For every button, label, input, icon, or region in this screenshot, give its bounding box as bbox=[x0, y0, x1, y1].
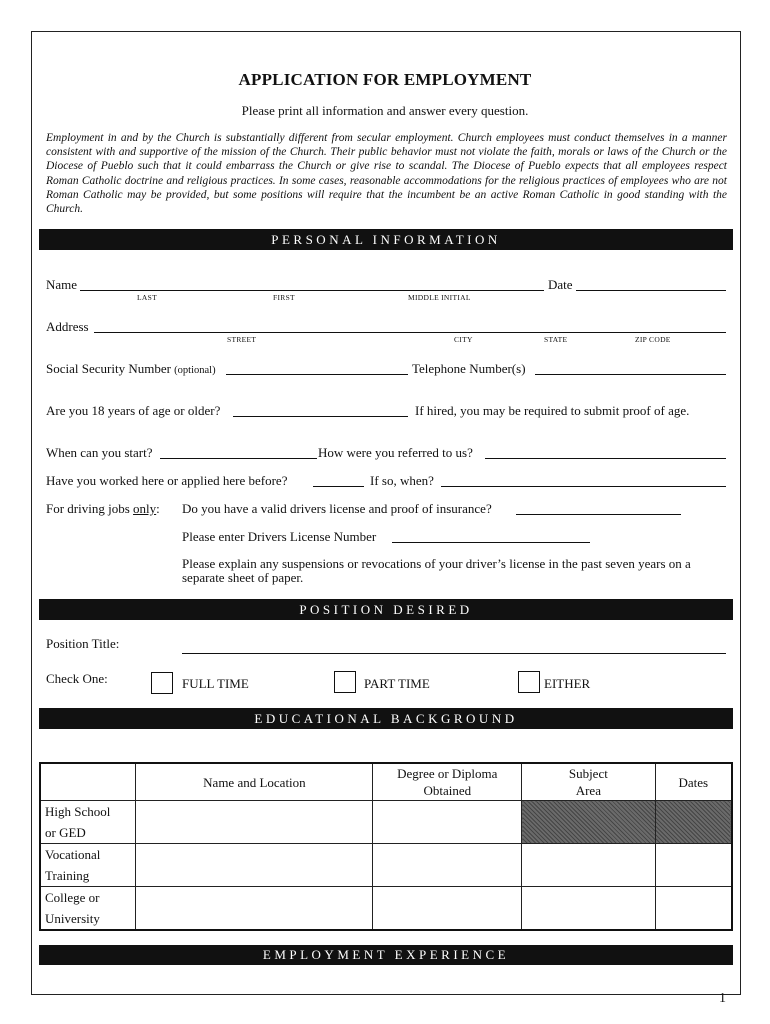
driving-jobs-label bbox=[46, 501, 160, 517]
name-sub-middle: MIDDLE INITIAL bbox=[408, 293, 471, 302]
address-sub-city: CITY bbox=[454, 335, 473, 344]
phone-field[interactable] bbox=[535, 374, 726, 375]
referred-field[interactable] bbox=[485, 458, 726, 459]
college-degree-cell[interactable] bbox=[373, 887, 522, 931]
license-question: Do you have a valid drivers license and proof of insurance? bbox=[182, 501, 492, 516]
section-header-position: POSITION DESIRED bbox=[39, 599, 733, 620]
education-header-blank bbox=[40, 763, 136, 801]
education-header-row bbox=[40, 763, 732, 801]
high-school-subject-cell-shaded bbox=[522, 801, 656, 844]
full-time-checkbox[interactable] bbox=[151, 672, 173, 694]
table-row bbox=[40, 887, 732, 931]
vocational-name-cell[interactable] bbox=[136, 844, 373, 887]
date-field[interactable] bbox=[576, 290, 726, 291]
page-title: APPLICATION FOR EMPLOYMENT bbox=[238, 70, 532, 89]
row-label-high-school: High School or GED bbox=[40, 801, 136, 844]
college-dates-cell[interactable] bbox=[655, 887, 732, 931]
row-label-vocational: Vocational Training bbox=[40, 844, 136, 887]
license-number-label: Please enter Drivers License Number bbox=[182, 529, 377, 544]
education-header-degree: Degree or Diploma Obtained bbox=[373, 763, 522, 801]
license-field[interactable] bbox=[516, 514, 681, 515]
intro-paragraph: Employment in and by the Church is substantially different from secular employment. Church employees must conduct themselves in a manner consistent with and supportive of the mission of the Church. Their public behavior must not violate the faith, morals or laws of the Church or the Diocese of Pueblo such that it could embarrass the Church or give rise to scandal. The Diocese of Pueblo expects that all employees respect Roman Catholic doctrine and religious practices. In some cases, reasonable accommodations for the religious practices of employees who are not Roman Catholic may be provided, but some positions will require that the incumbent be an active Roman Catholic in good standing with the Church. bbox=[46, 132, 727, 216]
high-school-dates-cell-shaded bbox=[655, 801, 732, 844]
referred-label: How were you referred to us? bbox=[318, 445, 473, 460]
position-title-label: Position Title: bbox=[46, 636, 120, 651]
part-time-checkbox[interactable] bbox=[334, 671, 356, 693]
vocational-dates-cell[interactable] bbox=[655, 844, 732, 887]
name-sub-last: LAST bbox=[137, 293, 157, 302]
either-label: EITHER bbox=[544, 676, 591, 691]
section-header-personal: PERSONAL INFORMATION bbox=[39, 229, 733, 250]
license-number-field[interactable] bbox=[392, 542, 590, 543]
education-header-name-location: Name and Location bbox=[136, 763, 373, 801]
position-title-field[interactable] bbox=[182, 653, 726, 654]
driving-prefix: For driving jobs bbox=[46, 501, 130, 516]
driving-colon: : bbox=[156, 501, 160, 516]
name-label: Name bbox=[46, 277, 78, 292]
address-sub-street: STREET bbox=[227, 335, 257, 344]
name-sub-first: FIRST bbox=[273, 293, 295, 302]
either-checkbox[interactable] bbox=[518, 671, 540, 693]
address-label: Address bbox=[46, 319, 89, 334]
college-name-cell[interactable] bbox=[136, 887, 373, 931]
address-sub-zip: ZIP CODE bbox=[635, 335, 671, 344]
row-label-college: College or University bbox=[40, 887, 136, 931]
ssn-optional: (optional) bbox=[174, 365, 216, 376]
ssn-label-text: Social Security Number bbox=[46, 361, 171, 376]
age-question: Are you 18 years of age or older? bbox=[46, 403, 221, 418]
ssn-field[interactable] bbox=[226, 374, 408, 375]
address-sub-state: STATE bbox=[544, 335, 568, 344]
page-number: 1 bbox=[719, 991, 726, 1006]
date-label: Date bbox=[548, 277, 573, 292]
phone-label: Telephone Number(s) bbox=[412, 361, 526, 376]
part-time-label: PART TIME bbox=[364, 676, 430, 691]
full-time-label: FULL TIME bbox=[182, 676, 249, 691]
age-note: If hired, you may be required to submit proof of age. bbox=[415, 403, 690, 418]
table-row bbox=[40, 801, 732, 844]
name-field[interactable] bbox=[80, 290, 544, 291]
college-subject-cell[interactable] bbox=[522, 887, 656, 931]
high-school-degree-cell[interactable] bbox=[373, 801, 522, 844]
education-table bbox=[39, 762, 733, 931]
section-header-employment: EMPLOYMENT EXPERIENCE bbox=[39, 945, 733, 965]
worked-here-label: Have you worked here or applied here before? bbox=[46, 473, 288, 488]
driving-only: only bbox=[133, 501, 157, 516]
vocational-subject-cell[interactable] bbox=[522, 844, 656, 887]
worked-here-field[interactable] bbox=[313, 486, 364, 487]
high-school-name-cell[interactable] bbox=[136, 801, 373, 844]
suspension-note: Please explain any suspensions or revocations of your driver’s license in the past seven years on a separate sheet of paper. bbox=[182, 556, 691, 585]
when-field[interactable] bbox=[441, 486, 726, 487]
education-header-dates: Dates bbox=[655, 763, 732, 801]
check-one-label: Check One: bbox=[46, 671, 108, 686]
start-field[interactable] bbox=[160, 458, 317, 459]
ssn-label bbox=[46, 361, 216, 377]
education-header-subject: Subject Area bbox=[522, 763, 656, 801]
section-header-education: EDUCATIONAL BACKGROUND bbox=[39, 708, 733, 729]
address-field[interactable] bbox=[94, 332, 726, 333]
when-label: If so, when? bbox=[370, 473, 434, 488]
start-label: When can you start? bbox=[46, 445, 153, 460]
table-row bbox=[40, 844, 732, 887]
vocational-degree-cell[interactable] bbox=[373, 844, 522, 887]
age-field[interactable] bbox=[233, 416, 408, 417]
page-subtitle: Please print all information and answer every question. bbox=[241, 103, 529, 118]
